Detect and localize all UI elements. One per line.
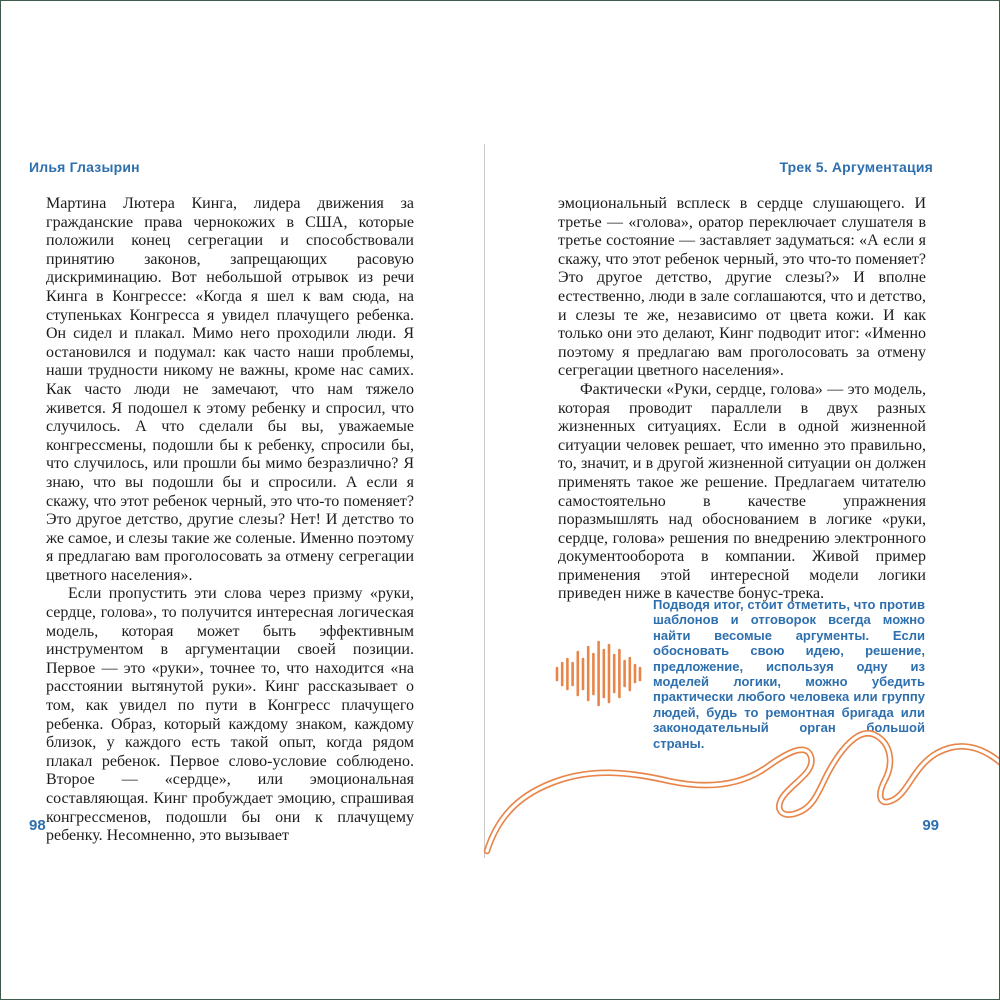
page-number-left: 98 [29, 817, 46, 834]
author-running-header: Илья Глазырин [29, 159, 140, 175]
page-number-right: 99 [922, 817, 939, 834]
paragraph: Мартина Лютера Кинга, лидера движения за гражданские права чернокожих в США, которые положили конец сегрегации и способствовали принятию законов, запрещающих расовую дискриминацию. Вот небольшой отрывок из речи Кинга в Конгрессе: «Когда я шел к вам сюда, на ступеньках Конгресса я увидел плачущего ребенка. Он сидел и плакал. Мимо него проходили люди. Я остановился и подумал: как часто наши проблемы, наши трудности никому не важны, кроме нас самих. Как часто люди не замечают, что нам тяжело живется. Я подошел к этому ребенку и спросил, что случилось. А что сделали бы вы, уважаемые конгрессмены, подошли бы к ребенку, спросили бы, что случилось, или прошли бы мимо безразлично? Я знаю, что вы подошли бы и спросили. А если я скажу, что этот ребенок черный, это что-то поменяет? Это другое детство, другие слезы? Нет! И детство то же самое, и слезы такие же соленые. Именно поэтому я предлагаю вам проголосовать за отмену сегрегации цветного населения». [46, 195, 414, 584]
paragraph: эмоциональный всплеск в сердце слушающего. И третье — «голова», оратор переключает слушателя в третье состояние — заставляет задуматься: «А если я скажу, что этот ребенок черный, это что-то поменяет? Это другое детство, другие слезы?» И вполне естественно, люди в зале соглашаются, что и детство, и слезы те же, независимо от цвета кожи. И как только они это делают, Кинг подводит итог: «Именно поэтому я предлагаю вам проголосовать за отмену сегрегации цветного населения». [558, 195, 926, 380]
summary-callout [553, 597, 925, 751]
left-page-text-column [46, 195, 414, 846]
audio-waveform-icon [553, 634, 653, 714]
page-divider [484, 144, 485, 858]
callout-text: Подводя итог, стоит отметить, что против шаблонов и отговорок всегда можно найти весомые аргументы. Если обосновать свою идею, решение, предложение, используя одну из моделей логики, можно убедить практически любого человека или группу людей, будь то ремонтная бригада или законодательный орган большой страны. [653, 597, 925, 751]
chapter-running-header: Трек 5. Аргументация [779, 159, 933, 175]
paragraph: Фактически «Руки, сердце, голова» — это модель, которая проводит параллели в двух разных жизненных ситуациях. Если в одной жизненной ситуации человек решает, что именно это правильно, то, значит, и в другой жизненной ситуации он должен применять такое же решение. Предлагаем читателю самостоятельно в качестве упражнения поразмышлять над обоснованием в логике «руки, сердце, голова» решения по внедрению электронного документооборота в компании. Живой пример применения этой интересной модели логики приведен ниже в качестве бонус-трека. [558, 380, 926, 603]
right-page-text-column [558, 195, 926, 604]
paragraph: Если пропустить эти слова через призму «руки, сердце, голова», то получится интересная логическая модель, которая может быть эффективным инструментом в аргументации своей позиции. Первое — это «руки», точнее то, что находится «на расстоянии вытянутой руки». Кинг рассказывает о том, как увидел по пути в Конгресс плачущего ребенка. Образ, который каждому знаком, каждому близок, у каждого есть такой опыт, когда рядом плакал ребенок. Первое слово-условие соблюдено. Второе — «сердце», или эмоциональная составляющая. Кинг пробуждает эмоцию, спрашивая конгрессменов, подошли бы они к плачущему ребенку. Несомненно, это вызывает [46, 585, 414, 845]
